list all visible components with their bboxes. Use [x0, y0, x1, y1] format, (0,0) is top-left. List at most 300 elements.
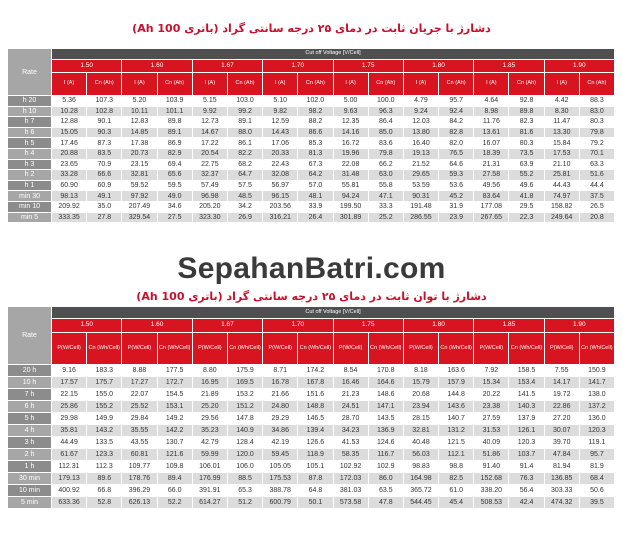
value-cell: 5.20 — [122, 96, 157, 107]
header-row-cutoff — [8, 307, 615, 319]
value-cell: 153.4 — [509, 377, 544, 389]
value-cell: 12.73 — [192, 117, 227, 128]
value-cell: 107.3 — [87, 96, 122, 107]
value-cell: 32.81 — [403, 425, 438, 437]
value-cell: 172.03 — [333, 473, 368, 485]
value-cell: 15.79 — [403, 377, 438, 389]
value-cell: 16.40 — [403, 138, 438, 149]
header-row-cutoff — [8, 49, 615, 60]
value-cell: 68.2 — [227, 159, 262, 170]
value-cell: 51.2 — [227, 497, 262, 509]
value-cell: 82.0 — [439, 138, 474, 149]
value-cell: 17.46 — [52, 138, 87, 149]
value-cell: 80.3 — [509, 138, 544, 149]
value-cell: 27.59 — [474, 413, 509, 425]
value-cell: 600.79 — [263, 497, 298, 509]
value-cell: 63.0 — [368, 170, 403, 181]
value-cell: 149.9 — [87, 413, 122, 425]
value-cell: 17.06 — [263, 138, 298, 149]
value-cell: 199.50 — [333, 201, 368, 212]
voltage-header: 1.50 — [52, 319, 122, 333]
voltage-header: 1.60 — [122, 319, 192, 333]
value-cell: 19.96 — [333, 148, 368, 159]
value-cell: 170.8 — [368, 365, 403, 377]
value-cell: 16.72 — [333, 138, 368, 149]
table-row — [8, 96, 615, 107]
value-cell: 5.36 — [52, 96, 87, 107]
value-cell: 20.22 — [474, 389, 509, 401]
value-cell: 76.5 — [439, 148, 474, 159]
value-cell: 143.2 — [87, 425, 122, 437]
value-cell: 158.82 — [544, 201, 579, 212]
table-row — [8, 159, 615, 170]
value-cell: 42.19 — [263, 437, 298, 449]
value-cell: 25.86 — [52, 401, 87, 413]
rate-cell: 4 h — [8, 425, 52, 437]
value-cell: 106.01 — [192, 461, 227, 473]
value-cell: 89.1 — [227, 117, 262, 128]
subcolumn-header: Cn (Wh/Cell) — [579, 333, 614, 365]
value-cell: 96.98 — [192, 191, 227, 202]
table-row — [8, 117, 615, 128]
value-cell: 131.2 — [439, 425, 474, 437]
value-cell: 8.71 — [263, 365, 298, 377]
value-cell: 7.92 — [474, 365, 509, 377]
value-cell: 154.5 — [157, 389, 192, 401]
voltage-header: 1.85 — [474, 319, 544, 333]
subcolumn-header: Cn (Wh/Cell) — [509, 333, 544, 365]
value-cell: 152.68 — [474, 473, 509, 485]
value-cell: 29.56 — [192, 413, 227, 425]
value-cell: 64.2 — [298, 170, 333, 181]
voltage-header: 1.50 — [52, 60, 122, 73]
voltage-header: 1.75 — [333, 319, 403, 333]
value-cell: 57.0 — [298, 180, 333, 191]
value-cell: 37.5 — [579, 191, 614, 202]
value-cell: 179.13 — [52, 473, 87, 485]
value-cell: 175.7 — [87, 377, 122, 389]
value-cell: 121.6 — [157, 449, 192, 461]
value-cell: 267.65 — [474, 212, 509, 223]
value-cell: 21.66 — [263, 389, 298, 401]
value-cell: 22.15 — [52, 389, 87, 401]
value-cell: 49.0 — [157, 191, 192, 202]
rate-cell: 7 h — [8, 389, 52, 401]
value-cell: 120.0 — [227, 449, 262, 461]
rate-header: Rate — [8, 307, 52, 365]
value-cell: 148.8 — [298, 401, 333, 413]
value-cell: 329.54 — [122, 212, 157, 223]
value-cell: 178.76 — [122, 473, 157, 485]
value-cell: 544.45 — [403, 497, 438, 509]
value-cell: 91.4 — [509, 461, 544, 473]
value-cell: 90.1 — [87, 117, 122, 128]
value-cell: 59.45 — [263, 449, 298, 461]
value-cell: 8.80 — [192, 365, 227, 377]
value-cell: 40.48 — [403, 437, 438, 449]
value-cell: 249.64 — [544, 212, 579, 223]
value-cell: 119.1 — [579, 437, 614, 449]
value-cell: 98.83 — [403, 461, 438, 473]
subcolumn-header: Cn (Ah) — [439, 73, 474, 96]
value-cell: 52.8 — [87, 497, 122, 509]
value-cell: 22.3 — [509, 212, 544, 223]
value-cell: 88.0 — [227, 127, 262, 138]
value-cell: 207.49 — [122, 201, 157, 212]
value-cell: 26.5 — [579, 201, 614, 212]
table-row — [8, 425, 615, 437]
value-cell: 82.5 — [439, 473, 474, 485]
value-cell: 73.5 — [509, 148, 544, 159]
value-cell: 20.68 — [403, 389, 438, 401]
value-cell: 98.2 — [298, 106, 333, 117]
value-cell: 81.3 — [298, 148, 333, 159]
value-cell: 17.53 — [544, 148, 579, 159]
subcolumn-header: P(W/Cell) — [122, 333, 157, 365]
value-cell: 23.15 — [122, 159, 157, 170]
value-cell: 4.42 — [544, 96, 579, 107]
value-cell: 143.5 — [368, 413, 403, 425]
value-cell: 85.3 — [298, 138, 333, 149]
value-cell: 20.73 — [122, 148, 157, 159]
value-cell: 14.16 — [333, 127, 368, 138]
rate-cell: 20 h — [8, 365, 52, 377]
value-cell: 56.03 — [403, 449, 438, 461]
value-cell: 21.31 — [474, 159, 509, 170]
value-cell: 175.9 — [227, 365, 262, 377]
value-cell: 17.57 — [52, 377, 87, 389]
value-cell: 316.21 — [263, 212, 298, 223]
value-cell: 177.08 — [474, 201, 509, 212]
value-cell: 74.97 — [544, 191, 579, 202]
value-cell: 28.15 — [403, 413, 438, 425]
value-cell: 47.1 — [368, 191, 403, 202]
value-cell: 140.7 — [439, 413, 474, 425]
value-cell: 626.13 — [122, 497, 157, 509]
value-cell: 167.8 — [298, 377, 333, 389]
value-cell: 15.84 — [544, 138, 579, 149]
value-cell: 27.20 — [544, 413, 579, 425]
value-cell: 141.5 — [509, 389, 544, 401]
rate-cell: 2 h — [8, 449, 52, 461]
value-cell: 64.7 — [227, 170, 262, 181]
rate-cell: h 3 — [8, 159, 52, 170]
header-row-voltages — [8, 60, 615, 73]
value-cell: 39.5 — [579, 497, 614, 509]
value-cell: 49.1 — [87, 191, 122, 202]
subcolumn-header: P(W/Cell) — [333, 333, 368, 365]
value-cell: 139.4 — [298, 425, 333, 437]
value-cell: 60.90 — [52, 180, 87, 191]
value-cell: 20.33 — [263, 148, 298, 159]
value-cell: 26.4 — [298, 212, 333, 223]
table-row — [8, 148, 615, 159]
value-cell: 69.4 — [157, 159, 192, 170]
value-cell: 105.05 — [263, 461, 298, 473]
value-cell: 9.63 — [333, 106, 368, 117]
value-cell: 34.23 — [333, 425, 368, 437]
watermark: SepahanBatri.com — [177, 252, 446, 285]
value-cell: 83.0 — [579, 106, 614, 117]
value-cell: 29.5 — [509, 201, 544, 212]
value-cell: 142.2 — [157, 425, 192, 437]
value-cell: 31.48 — [333, 170, 368, 181]
value-cell: 388.78 — [263, 485, 298, 497]
value-cell: 20.88 — [52, 148, 87, 159]
value-cell: 98.13 — [52, 191, 87, 202]
value-cell: 85.0 — [368, 127, 403, 138]
value-cell: 83.5 — [87, 148, 122, 159]
value-cell: 177.5 — [157, 365, 192, 377]
value-cell: 22.86 — [544, 401, 579, 413]
value-cell: 102.9 — [368, 461, 403, 473]
value-cell: 44.43 — [544, 180, 579, 191]
rate-cell: min 5 — [8, 212, 52, 223]
value-cell: 112.31 — [52, 461, 87, 473]
value-cell: 84.2 — [439, 117, 474, 128]
value-cell: 4.64 — [474, 96, 509, 107]
rate-cell: 5 h — [8, 413, 52, 425]
constant-power-discharge-table — [7, 306, 615, 509]
value-cell: 112.1 — [439, 449, 474, 461]
value-cell: 149.2 — [157, 413, 192, 425]
value-cell: 41.8 — [509, 191, 544, 202]
value-cell: 50.6 — [579, 485, 614, 497]
value-cell: 47.8 — [368, 497, 403, 509]
value-cell: 16.46 — [333, 377, 368, 389]
value-cell: 30.07 — [544, 425, 579, 437]
value-cell: 42.79 — [192, 437, 227, 449]
value-cell: 22.75 — [192, 159, 227, 170]
value-cell: 183.3 — [87, 365, 122, 377]
value-cell: 67.3 — [298, 159, 333, 170]
value-cell: 9.24 — [403, 106, 438, 117]
value-cell: 333.35 — [52, 212, 87, 223]
value-cell: 12.03 — [403, 117, 438, 128]
table-row — [8, 413, 615, 425]
value-cell: 22.07 — [122, 389, 157, 401]
voltage-header: 1.70 — [263, 319, 333, 333]
value-cell: 60.9 — [87, 180, 122, 191]
value-cell: 81.9 — [579, 461, 614, 473]
value-cell: 33.9 — [298, 201, 333, 212]
value-cell: 573.58 — [333, 497, 368, 509]
value-cell: 148.6 — [368, 389, 403, 401]
value-cell: 66.2 — [368, 159, 403, 170]
value-cell: 136.9 — [368, 425, 403, 437]
value-cell: 633.36 — [52, 497, 87, 509]
table-row — [8, 127, 615, 138]
value-cell: 474.32 — [544, 497, 579, 509]
value-cell: 5.00 — [333, 96, 368, 107]
value-cell: 396.29 — [122, 485, 157, 497]
value-cell: 86.4 — [368, 117, 403, 128]
value-cell: 22.08 — [333, 159, 368, 170]
value-cell: 44.4 — [579, 180, 614, 191]
value-cell: 55.81 — [333, 180, 368, 191]
table-row — [8, 437, 615, 449]
value-cell: 63.3 — [579, 159, 614, 170]
value-cell: 303.33 — [544, 485, 579, 497]
value-cell: 25.20 — [192, 401, 227, 413]
value-cell: 96.15 — [263, 191, 298, 202]
voltage-header: 1.67 — [192, 60, 262, 73]
value-cell: 13.80 — [403, 127, 438, 138]
value-cell: 126.6 — [298, 437, 333, 449]
value-cell: 82.8 — [439, 127, 474, 138]
value-cell: 95.7 — [579, 449, 614, 461]
value-cell: 18.39 — [474, 148, 509, 159]
value-cell: 20.8 — [579, 212, 614, 223]
value-cell: 103.9 — [157, 96, 192, 107]
value-cell: 8.54 — [333, 365, 368, 377]
voltage-header: 1.67 — [192, 319, 262, 333]
value-cell: 8.98 — [474, 106, 509, 117]
value-cell: 61.67 — [52, 449, 87, 461]
value-cell: 61.0 — [439, 485, 474, 497]
value-cell: 19.72 — [544, 389, 579, 401]
value-cell: 140.3 — [509, 401, 544, 413]
value-cell: 112.3 — [87, 461, 122, 473]
value-cell: 7.55 — [544, 365, 579, 377]
voltage-header: 1.75 — [333, 60, 403, 73]
value-cell: 89.6 — [87, 473, 122, 485]
value-cell: 51.6 — [579, 170, 614, 181]
value-cell: 17.22 — [192, 138, 227, 149]
value-cell: 21.23 — [333, 389, 368, 401]
value-cell: 13.30 — [544, 127, 579, 138]
value-cell: 17.27 — [122, 377, 157, 389]
value-cell: 70.1 — [579, 148, 614, 159]
value-cell: 88.2 — [298, 117, 333, 128]
value-cell: 66.0 — [157, 485, 192, 497]
value-cell: 209.92 — [52, 201, 87, 212]
value-cell: 8.88 — [122, 365, 157, 377]
value-cell: 150.9 — [579, 365, 614, 377]
value-cell: 157.9 — [439, 377, 474, 389]
value-cell: 35.23 — [192, 425, 227, 437]
value-cell: 94.24 — [333, 191, 368, 202]
value-cell: 83.64 — [474, 191, 509, 202]
value-cell: 34.6 — [157, 201, 192, 212]
value-cell: 86.9 — [157, 138, 192, 149]
value-cell: 136.0 — [579, 413, 614, 425]
value-cell: 90.31 — [403, 191, 438, 202]
value-cell: 323.30 — [192, 212, 227, 223]
value-cell: 23.9 — [439, 212, 474, 223]
rate-cell: h 4 — [8, 148, 52, 159]
value-cell: 130.7 — [157, 437, 192, 449]
table-row — [8, 485, 615, 497]
table-row — [8, 449, 615, 461]
value-cell: 82.9 — [157, 148, 192, 159]
subcolumn-header: Cn (Ah) — [227, 73, 262, 96]
rate-cell: h 7 — [8, 117, 52, 128]
value-cell: 138.0 — [579, 389, 614, 401]
subcolumn-header: P(W/Cell) — [52, 333, 87, 365]
rate-cell: h 20 — [8, 96, 52, 107]
table-row — [8, 401, 615, 413]
constant-power-table-title: دشارژ با توان ثابت در دمای ۲۵ درجه سانتی گراد (باتری 100 Ah) — [136, 290, 487, 303]
value-cell: 33.28 — [52, 170, 87, 181]
rate-cell: h 2 — [8, 170, 52, 181]
value-cell: 121.5 — [439, 437, 474, 449]
table-row — [8, 473, 615, 485]
value-cell: 29.98 — [52, 413, 87, 425]
rate-cell: min 10 — [8, 201, 52, 212]
value-cell: 23.94 — [403, 401, 438, 413]
value-cell: 136.85 — [544, 473, 579, 485]
value-cell: 8.30 — [544, 106, 579, 117]
table-row — [8, 461, 615, 473]
value-cell: 151.2 — [227, 401, 262, 413]
value-cell: 25.52 — [122, 401, 157, 413]
value-cell: 400.92 — [52, 485, 87, 497]
value-cell: 14.43 — [263, 127, 298, 138]
value-cell: 164.6 — [368, 377, 403, 389]
subcolumn-header: Cn (Ah) — [368, 73, 403, 96]
value-cell: 15.05 — [52, 127, 87, 138]
rate-cell: h 1 — [8, 180, 52, 191]
value-cell: 12.88 — [52, 117, 87, 128]
value-cell: 82.3 — [509, 117, 544, 128]
value-cell: 158.5 — [509, 365, 544, 377]
value-cell: 13.61 — [474, 127, 509, 138]
voltage-header: 1.80 — [403, 319, 473, 333]
value-cell: 12.59 — [263, 117, 298, 128]
value-cell: 99.2 — [227, 106, 262, 117]
value-cell: 29.29 — [263, 413, 298, 425]
value-cell: 59.5 — [157, 180, 192, 191]
value-cell: 92.4 — [439, 106, 474, 117]
value-cell: 141.7 — [579, 377, 614, 389]
value-cell: 68.4 — [579, 473, 614, 485]
value-cell: 79.8 — [368, 148, 403, 159]
value-cell: 79.2 — [579, 138, 614, 149]
value-cell: 31.53 — [474, 425, 509, 437]
value-cell: 286.55 — [403, 212, 438, 223]
value-cell: 164.98 — [403, 473, 438, 485]
value-cell: 10.28 — [52, 106, 87, 117]
value-cell: 55.8 — [368, 180, 403, 191]
value-cell: 147.8 — [227, 413, 262, 425]
value-cell: 124.6 — [368, 437, 403, 449]
value-cell: 153.1 — [157, 401, 192, 413]
value-cell: 81.6 — [509, 127, 544, 138]
value-cell: 24.80 — [263, 401, 298, 413]
value-cell: 9.82 — [263, 106, 298, 117]
value-cell: 63.5 — [368, 485, 403, 497]
value-cell: 4.79 — [403, 96, 438, 107]
value-cell: 391.91 — [192, 485, 227, 497]
value-cell: 53.59 — [403, 180, 438, 191]
value-cell: 35.0 — [87, 201, 122, 212]
value-cell: 109.8 — [157, 461, 192, 473]
value-cell: 16.07 — [474, 138, 509, 149]
value-cell: 19.13 — [403, 148, 438, 159]
voltage-header: 1.70 — [263, 60, 333, 73]
value-cell: 5.15 — [192, 96, 227, 107]
rate-cell: 1 h — [8, 461, 52, 473]
value-cell: 11.47 — [544, 117, 579, 128]
value-cell: 40.09 — [474, 437, 509, 449]
subcolumn-header: P(W/Cell) — [474, 333, 509, 365]
value-cell: 86.0 — [368, 473, 403, 485]
table-row — [8, 201, 615, 212]
value-cell: 155.0 — [87, 389, 122, 401]
value-cell: 97.92 — [122, 191, 157, 202]
subcolumn-header: I (A) — [403, 73, 438, 96]
